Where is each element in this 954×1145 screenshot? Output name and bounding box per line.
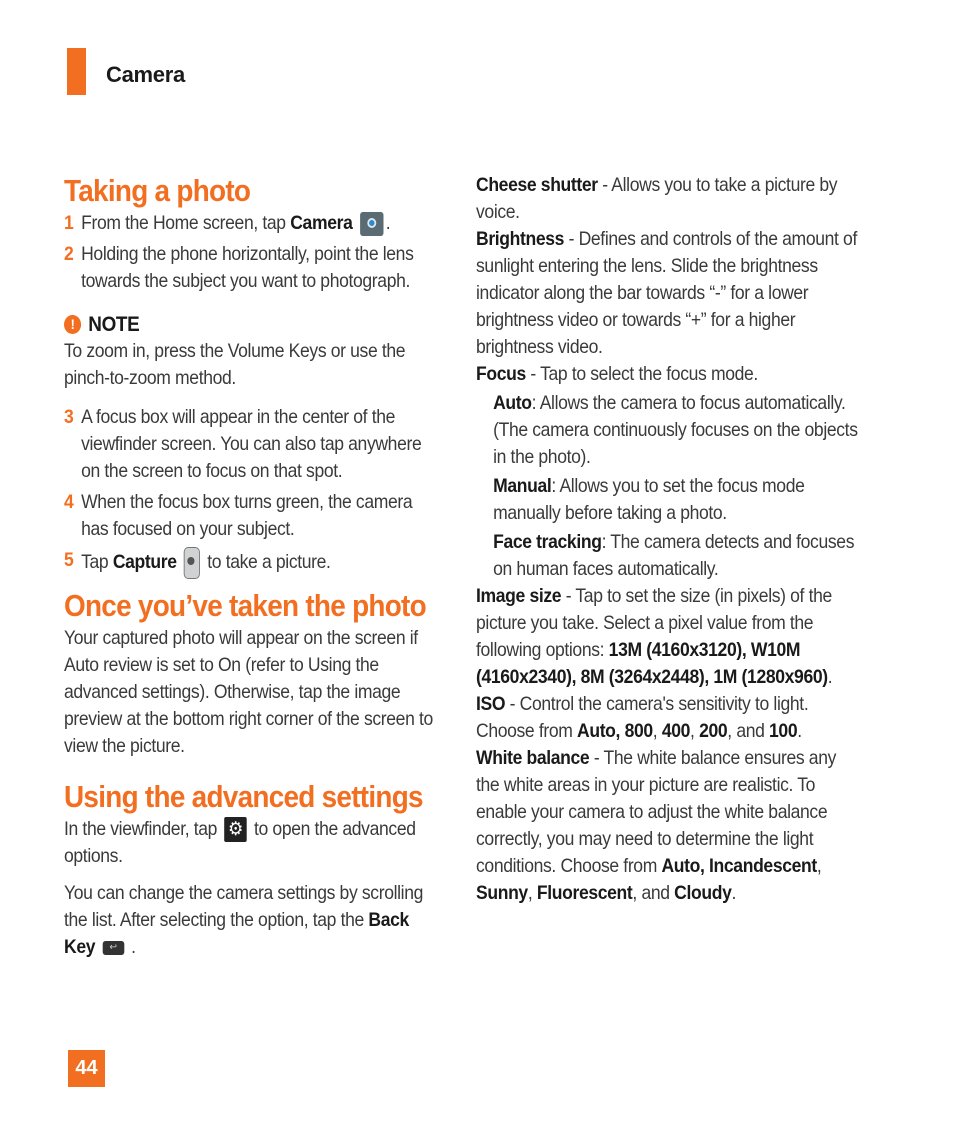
setting-desc: - Tap to select the focus mode.: [525, 363, 758, 385]
step-2: [64, 241, 442, 295]
advanced-text-end: to open the advanced options.: [64, 818, 416, 867]
back-key-icon: ↩: [102, 941, 124, 955]
separator: ,: [816, 855, 822, 877]
step-1: [64, 210, 442, 237]
step-text: A focus box will appear in the center of the viewfinder screen. You can also tap anywhere on the screen to focus on that spot.: [81, 406, 422, 482]
setting-desc-end: .: [731, 882, 737, 904]
right-column: [476, 172, 859, 907]
page-number: 44: [68, 1050, 105, 1087]
step-bold: Capture: [112, 551, 177, 574]
back-key-label: Back Key: [64, 909, 409, 958]
capture-button-icon: [184, 547, 200, 579]
advanced-text-end: .: [126, 936, 136, 958]
advanced-text: You can change the camera settings by scrolling the list. After selecting the option, tap the: [64, 882, 424, 931]
iso-value: 200: [699, 720, 728, 742]
step-number: 4: [64, 491, 74, 513]
step-text: Tap: [81, 551, 113, 574]
separator: ,: [527, 882, 533, 904]
wb-value: Sunny: [476, 882, 528, 904]
option-term: Manual: [493, 475, 552, 497]
setting-white-balance: [476, 745, 859, 907]
setting-term: Cheese shutter: [476, 174, 598, 196]
setting-desc: - Control the camera's sensitivity to light. Choose from: [476, 693, 809, 742]
step-number: 5: [64, 549, 74, 571]
focus-option-face-tracking: [476, 529, 859, 583]
setting-image-size: [476, 583, 859, 691]
setting-term: Focus: [476, 363, 526, 385]
note-text: To zoom in, press the Volume Keys or use the pinch-to-zoom method.: [64, 340, 406, 389]
setting-iso: [476, 691, 859, 745]
step-number: 2: [64, 243, 74, 265]
separator: ,: [690, 720, 700, 742]
setting-term: Image size: [476, 585, 562, 607]
step-number: 1: [64, 212, 74, 234]
note-heading: [64, 311, 442, 338]
heading-once-taken: Once you’ve taken the photo: [64, 588, 426, 623]
iso-value: Auto, 800: [577, 720, 653, 742]
iso-value: 400: [661, 720, 691, 742]
setting-focus: [476, 361, 859, 388]
option-term: Auto: [493, 392, 532, 414]
focus-option-auto: [476, 390, 859, 471]
separator: , and: [727, 720, 770, 742]
section-label: Camera: [106, 62, 185, 87]
wb-value: Auto, Incandescent: [661, 855, 817, 877]
setting-cheese-shutter: [476, 172, 859, 226]
warning-icon: !: [64, 315, 81, 334]
separator: ,: [652, 720, 662, 742]
focus-option-manual: [476, 473, 859, 527]
iso-value: 100: [769, 720, 798, 742]
section-accent-bar: [67, 48, 86, 95]
step-text-end: .: [385, 212, 391, 234]
step-text: From the Home screen, tap: [81, 212, 291, 234]
gear-icon: ⚙: [224, 817, 246, 842]
setting-term: White balance: [476, 747, 590, 769]
step-text: Holding the phone horizontally, point the lens towards the subject you want to photograph.: [81, 243, 414, 292]
wb-value: Fluorescent: [536, 882, 633, 904]
step-4: [64, 489, 442, 543]
image-size-options: 13M (4160x3120), W10M (4160x2340), 8M (3264x2448), 1M (1280x960): [476, 639, 828, 688]
step-number: 3: [64, 406, 74, 428]
advanced-paragraph-1: [64, 816, 442, 870]
advanced-paragraph-2: [64, 880, 442, 961]
setting-desc: - Defines and controls of the amount of sunlight entering the lens. Slide the brightness indicator along the bar towards “-” for a lower brightness video or towards “+” for a higher brightness video.: [476, 228, 857, 358]
step-5: [64, 547, 442, 579]
step-bold: Camera: [290, 212, 353, 234]
option-desc: : Allows the camera to focus automatically. (The camera continuously focuses on the objects in the photo).: [493, 392, 858, 468]
step-text-end: to take a picture.: [202, 551, 331, 574]
option-desc: : The camera detects and focuses on human faces automatically.: [493, 531, 855, 580]
option-term: Face tracking: [493, 531, 602, 553]
setting-desc: - Tap to set the size (in pixels) of the picture you take. Select a pixel value from the following options:: [476, 585, 832, 661]
setting-brightness: [476, 226, 859, 361]
note-label: NOTE: [88, 313, 140, 336]
camera-icon: [360, 212, 383, 236]
setting-desc-end: .: [827, 666, 833, 688]
setting-term: Brightness: [476, 228, 565, 250]
left-column: [64, 172, 442, 961]
step-text: When the focus box turns green, the camera has focused on your subject.: [81, 491, 413, 540]
option-desc: : Allows you to set the focus mode manually before taking a photo.: [493, 475, 805, 524]
setting-term: ISO: [476, 693, 506, 715]
setting-desc: - Allows you to take a picture by voice.: [476, 174, 838, 223]
heading-advanced-settings: Using the advanced settings: [64, 779, 423, 814]
setting-desc: - The white balance ensures any the white areas in your picture are realistic. To enable your camera to adjust the white balance correctly, you may need to determine the light conditions. Choose from: [476, 747, 837, 877]
wb-value: Cloudy: [674, 882, 732, 904]
setting-desc-end: .: [797, 720, 802, 742]
step-3: [64, 404, 442, 485]
once-paragraph: Your captured photo will appear on the screen if Auto review is set to On (refer to Using the advanced settings). Otherwise, tap the image preview at the bottom right corner of the screen to view the picture.: [64, 627, 433, 757]
advanced-text: In the viewfinder, tap: [64, 818, 222, 840]
separator: , and: [632, 882, 675, 904]
heading-taking-photo: Taking a photo: [64, 173, 251, 208]
